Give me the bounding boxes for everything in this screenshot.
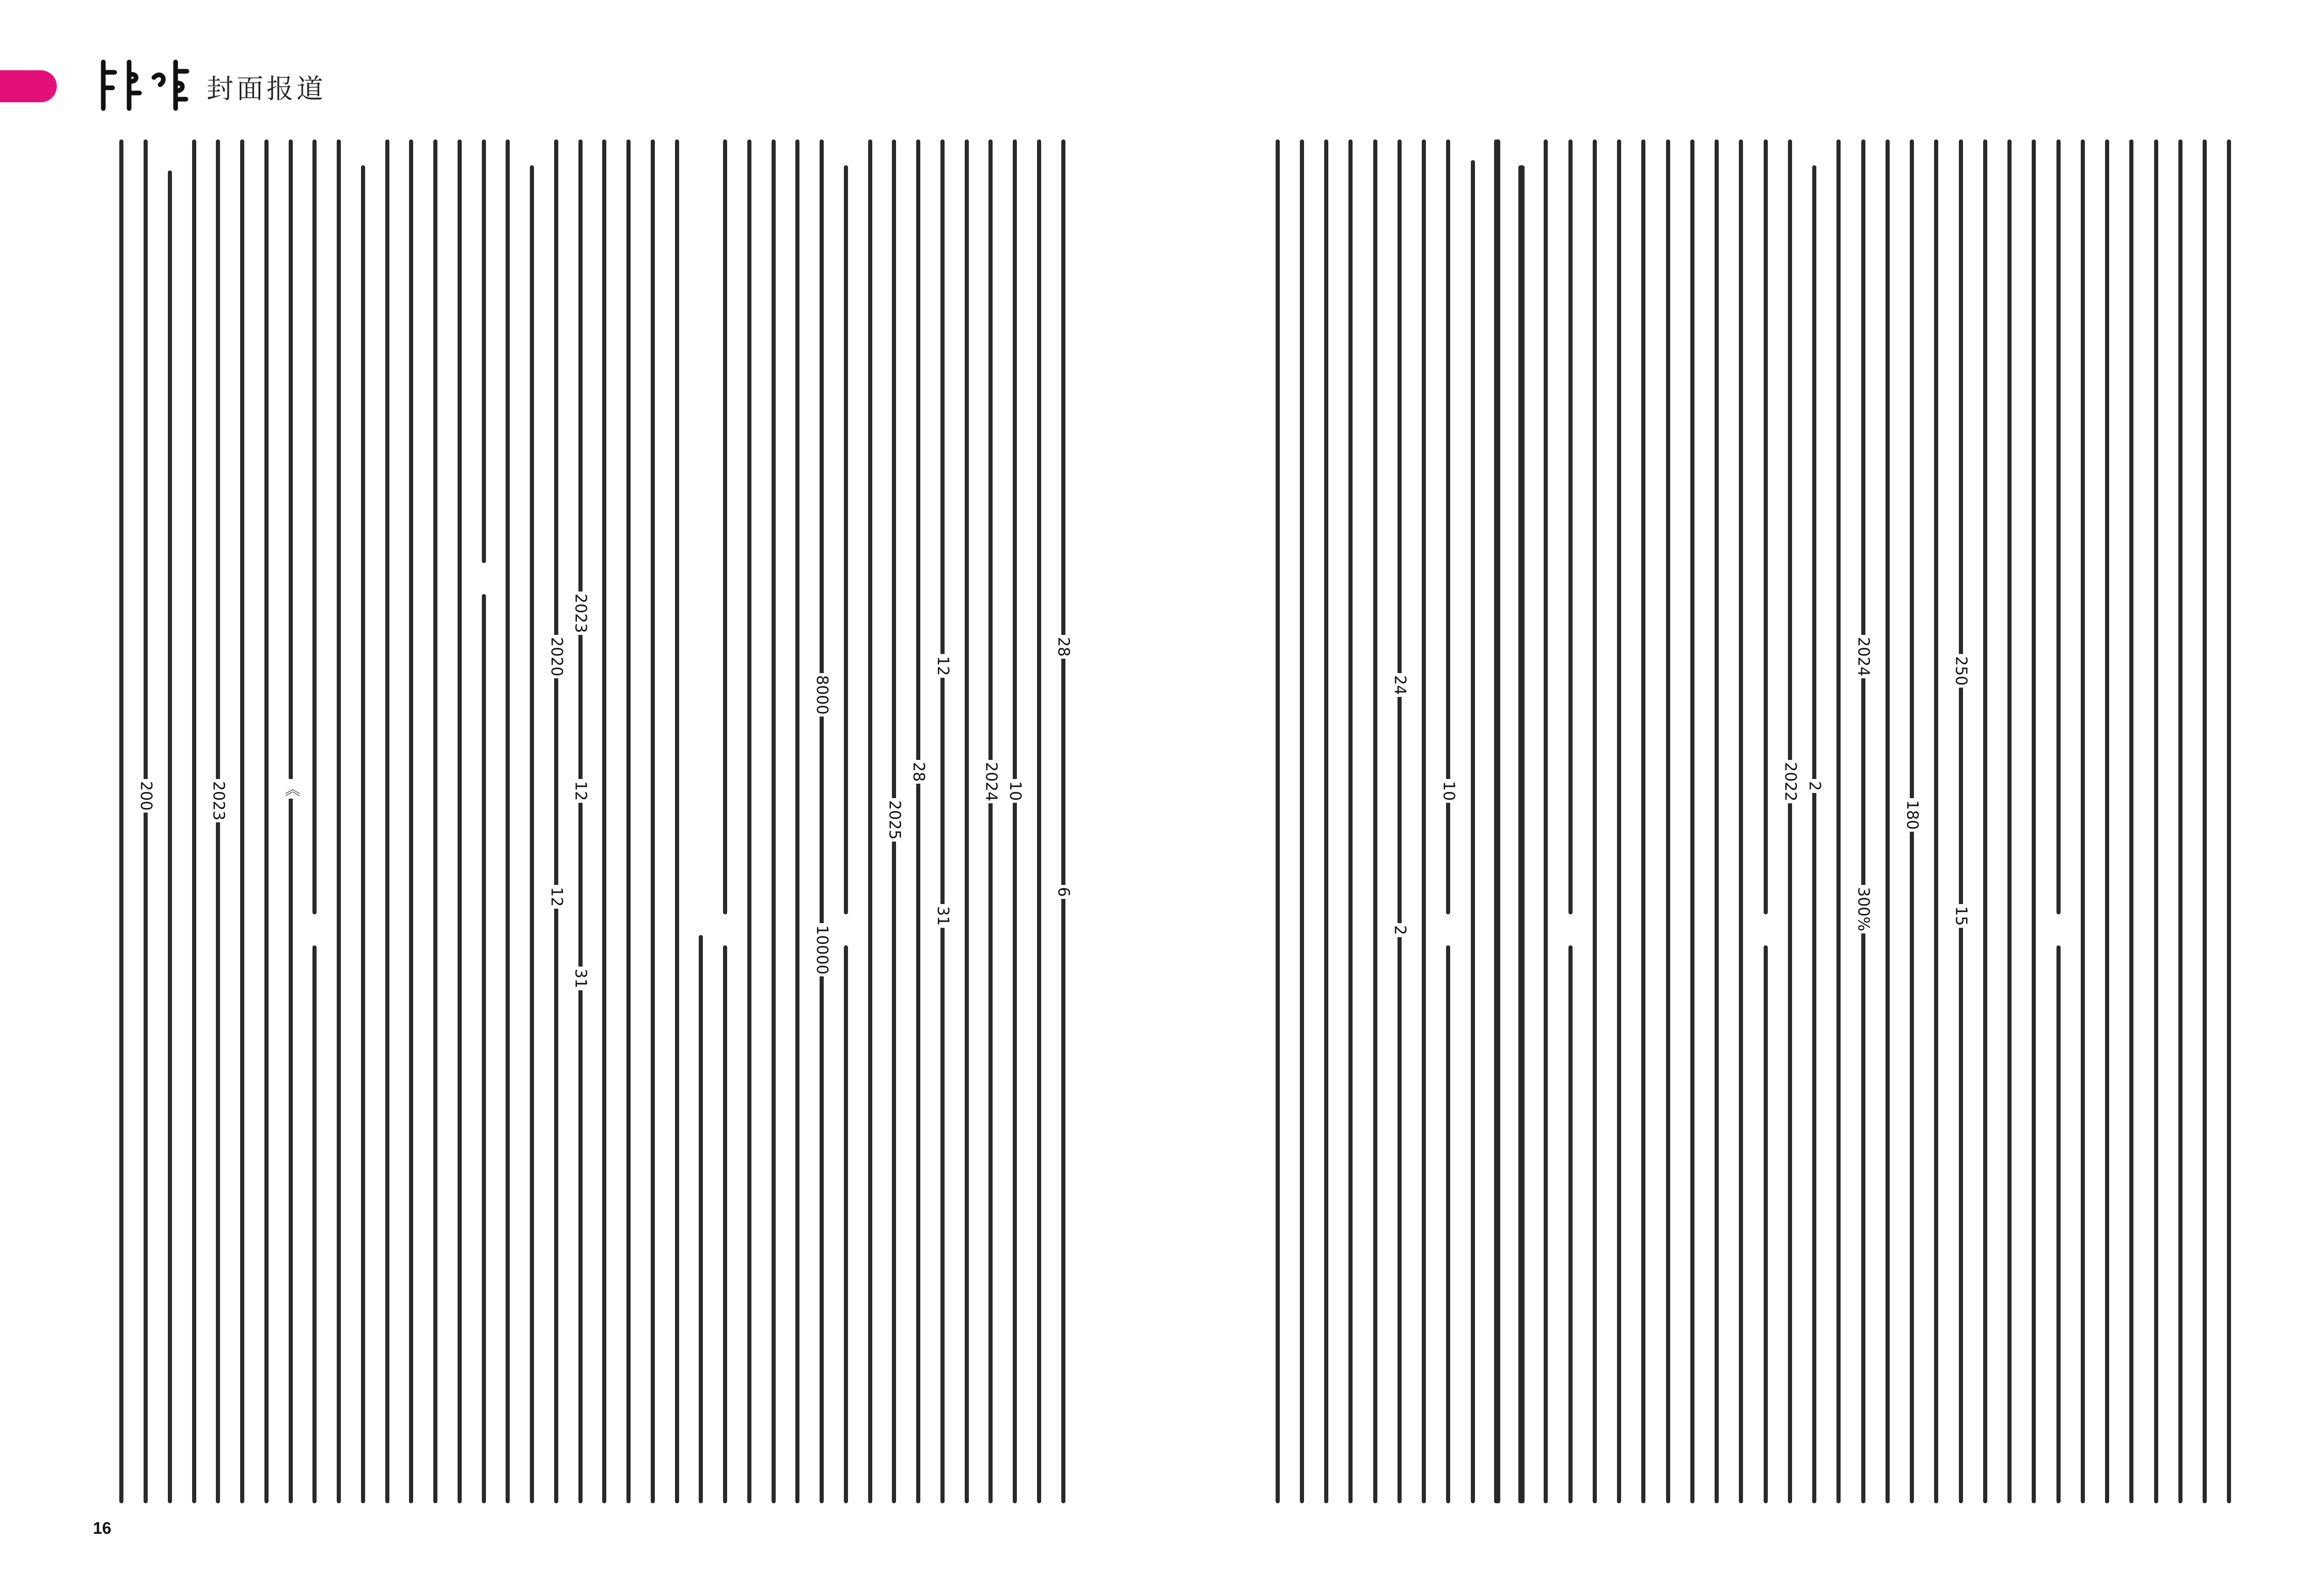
mongolian-script-line — [2227, 139, 2231, 1503]
inline-latin-text: 250 — [1953, 654, 1969, 688]
mongolian-script-line — [433, 139, 437, 1503]
mongolian-script-line — [1568, 945, 1573, 1503]
text-column — [2119, 139, 2144, 1503]
text-column — [665, 139, 689, 1503]
section-title: 封面报道 — [207, 74, 327, 105]
inline-latin-text: 2022 — [1782, 760, 1798, 803]
text-column — [303, 139, 327, 1503]
mongolian-script-line — [1013, 139, 1017, 1503]
mongolian-script-line — [240, 139, 244, 1503]
inline-latin-text: 2020 — [548, 635, 564, 678]
mongolian-script-line — [1715, 139, 1719, 1503]
text-column — [423, 139, 448, 1503]
text-column — [1485, 139, 1509, 1503]
text-column — [1753, 139, 1778, 1503]
mongolian-script-line — [409, 139, 413, 1503]
mongolian-script-line — [1373, 139, 1377, 1503]
text-column — [472, 139, 496, 1503]
mongolian-script-line — [1397, 139, 1402, 1503]
text-column — [109, 139, 134, 1503]
inline-latin-text: 2025 — [886, 798, 902, 842]
inline-latin-text: 200 — [138, 779, 153, 813]
mongolian-script-line — [1690, 139, 1694, 1503]
inline-latin-text: 300% — [1856, 885, 1871, 933]
text-column — [1900, 139, 1924, 1503]
text-column — [1314, 139, 1339, 1503]
mongolian-script-line — [1959, 139, 1963, 1503]
mongolian-script-line — [1324, 139, 1328, 1503]
mongolian-script-line — [1617, 139, 1621, 1503]
inline-latin-text: 24 — [1392, 673, 1407, 697]
text-column — [1582, 139, 1607, 1503]
text-column — [1729, 139, 1753, 1503]
text-column — [1656, 139, 1680, 1503]
mongolian-script-line — [1983, 139, 1987, 1503]
text-column — [399, 139, 423, 1503]
mongolian-script-line — [1494, 139, 1500, 1503]
text-column — [858, 139, 882, 1503]
text-column — [1705, 139, 1729, 1503]
mongolian-text-body — [109, 139, 1075, 1503]
mongolian-script-line — [2081, 139, 2085, 1503]
text-column — [1778, 139, 1802, 1503]
mongolian-script-line — [723, 945, 727, 1503]
text-column — [351, 139, 375, 1503]
mongolian-script-line — [2105, 139, 2109, 1503]
mongolian-script-line — [772, 139, 776, 1503]
mongolian-script-line — [530, 165, 534, 1503]
mongolian-script-line — [482, 594, 486, 1503]
mongolian-script-line — [168, 170, 172, 1503]
text-column — [617, 139, 641, 1503]
mongolian-script-line — [1544, 139, 1548, 1503]
text-column — [1436, 139, 1461, 1503]
mongolian-script-line — [1886, 139, 1890, 1503]
text-column — [448, 139, 472, 1503]
inline-latin-text: 2024 — [1856, 635, 1871, 678]
inline-latin-text: 10 — [1007, 779, 1023, 803]
text-column — [1924, 139, 1949, 1503]
inline-latin-text: 12 — [573, 779, 588, 803]
text-column — [568, 139, 592, 1503]
text-column — [641, 139, 665, 1503]
mongolian-script-line — [337, 139, 341, 1503]
mongolian-script-line — [1764, 945, 1768, 1503]
mongolian-script-line — [1836, 139, 1841, 1503]
right-page — [1162, 0, 2324, 1588]
text-column — [1387, 139, 1411, 1503]
text-column — [1607, 139, 1631, 1503]
text-column — [230, 139, 255, 1503]
mongolian-script-line — [723, 139, 727, 914]
inline-latin-text: 31 — [935, 904, 950, 928]
text-column — [1412, 139, 1436, 1503]
text-column — [1851, 139, 1875, 1503]
mongolian-script-line — [2203, 139, 2207, 1503]
mongolian-script-line — [916, 139, 920, 1503]
mongolian-script-line — [1666, 139, 1670, 1503]
section-tab-marker — [0, 70, 57, 102]
text-column — [1003, 139, 1027, 1503]
mongolian-script-line — [747, 139, 751, 1503]
text-column — [713, 139, 737, 1503]
mongolian-script-line — [699, 935, 703, 1503]
inline-latin-text: 2024 — [983, 760, 998, 803]
mongolian-script-line — [602, 139, 606, 1503]
text-column — [2046, 139, 2070, 1503]
text-column — [737, 139, 762, 1503]
inline-latin-text: 28 — [910, 760, 926, 784]
mongolian-script-line — [1934, 139, 1938, 1503]
text-column — [834, 139, 858, 1503]
inline-latin-text: 12 — [935, 654, 950, 678]
text-column — [182, 139, 206, 1503]
inline-latin-text: 10000 — [814, 923, 829, 976]
mongolian-script-line — [1471, 160, 1475, 1503]
text-column — [1363, 139, 1387, 1503]
inline-latin-text: 12 — [548, 885, 564, 909]
mongolian-script-line — [192, 139, 196, 1503]
mongolian-script-line — [264, 139, 269, 1503]
inline-latin-text: 2023 — [573, 591, 588, 635]
text-column — [1510, 139, 1534, 1503]
text-column — [1534, 139, 1558, 1503]
text-column — [1875, 139, 1899, 1503]
text-column — [592, 139, 617, 1503]
inline-latin-text: 28 — [1056, 635, 1071, 659]
text-column — [1949, 139, 1973, 1503]
mongolian-script-line — [626, 139, 631, 1503]
mongolian-script-line — [2007, 139, 2012, 1503]
inline-latin-text: 180 — [1904, 798, 1920, 832]
mongolian-script-line — [119, 139, 123, 1503]
mongolian-script-line — [361, 165, 365, 1503]
mongolian-script-line — [1276, 139, 1280, 1503]
mongolian-script-line — [988, 139, 993, 1503]
mongolian-script-line — [506, 139, 510, 1503]
mongolian-script-line — [868, 139, 872, 1503]
text-column — [1827, 139, 1851, 1503]
mongolian-script-line — [289, 139, 293, 1503]
mongolian-title-logo — [93, 57, 191, 114]
mongolian-script-line — [144, 139, 148, 1503]
mongolian-script-line — [1422, 139, 1426, 1503]
text-column — [1339, 139, 1363, 1503]
text-column — [327, 139, 351, 1503]
text-column — [1998, 139, 2022, 1503]
mongolian-script-line — [1788, 139, 1792, 1503]
text-column — [1290, 139, 1314, 1503]
mongolian-script-line — [1061, 139, 1065, 1503]
inline-latin-text: 《 — [283, 779, 299, 799]
inline-latin-text: 2023 — [210, 779, 226, 822]
text-column — [931, 139, 955, 1503]
text-column — [206, 139, 230, 1503]
text-column — [278, 139, 303, 1503]
text-column — [1558, 139, 1582, 1503]
text-column — [1802, 139, 1827, 1503]
text-column — [520, 139, 544, 1503]
text-column — [255, 139, 279, 1503]
text-column — [2022, 139, 2046, 1503]
text-column — [1461, 139, 1485, 1503]
text-column — [496, 139, 520, 1503]
text-column — [954, 139, 979, 1503]
mongolian-script-line — [312, 139, 317, 914]
inline-latin-text: 31 — [573, 967, 588, 990]
mongolian-script-line — [1037, 139, 1041, 1503]
mongolian-script-line — [482, 139, 486, 563]
mongolian-script-line — [2178, 139, 2182, 1503]
inline-latin-text: 10 — [1440, 779, 1456, 803]
text-column — [1680, 139, 1704, 1503]
mongolian-script-line — [385, 139, 389, 1503]
text-column — [544, 139, 569, 1503]
mongolian-script-line — [1348, 139, 1353, 1503]
mongolian-script-line — [1764, 139, 1768, 914]
text-column — [1027, 139, 1051, 1503]
mongolian-script-line — [965, 139, 969, 1503]
text-column — [2217, 139, 2241, 1503]
mongolian-script-line — [844, 165, 848, 914]
text-column — [761, 139, 786, 1503]
mongolian-script-line — [1518, 165, 1525, 1503]
page-number: 16 — [93, 1519, 112, 1537]
inline-latin-text: 2 — [1392, 923, 1407, 937]
mongolian-script-line — [651, 139, 655, 1503]
mongolian-script-line — [2032, 139, 2036, 1503]
inline-latin-text: 6 — [1056, 885, 1071, 899]
text-column — [979, 139, 1003, 1503]
text-column — [1631, 139, 1656, 1503]
mongolian-script-line — [2056, 139, 2061, 914]
text-column — [810, 139, 834, 1503]
mongolian-script-line — [2129, 139, 2133, 1503]
mongolian-script-line — [1300, 139, 1304, 1503]
text-column — [786, 139, 810, 1503]
mongolian-script-line — [940, 139, 945, 1503]
mongolian-script-line — [1641, 139, 1645, 1503]
text-column — [689, 139, 713, 1503]
inline-latin-text: 15 — [1953, 904, 1969, 928]
text-column — [1051, 139, 1075, 1503]
inline-latin-text: 2 — [1807, 779, 1822, 793]
mongolian-script-line — [554, 139, 558, 1503]
mongolian-script-line — [578, 139, 583, 1503]
mongolian-script-line — [1593, 139, 1597, 1503]
text-column — [158, 139, 182, 1503]
text-column — [134, 139, 158, 1503]
mongolian-script-line — [2154, 139, 2158, 1503]
inline-latin-text: 8000 — [814, 673, 829, 717]
text-column — [2070, 139, 2095, 1503]
mongolian-script-line — [458, 139, 462, 1503]
mongolian-script-line — [1568, 139, 1573, 914]
text-column — [375, 139, 399, 1503]
text-column — [2168, 139, 2192, 1503]
mongolian-script-line — [1861, 139, 1865, 1503]
mongolian-script-line — [795, 139, 799, 1503]
text-column — [2144, 139, 2168, 1503]
text-column — [882, 139, 906, 1503]
mongolian-script-line — [820, 139, 824, 1503]
text-column — [1265, 139, 1290, 1503]
mongolian-script-line — [844, 945, 848, 1503]
mongolian-script-line — [2056, 945, 2061, 1503]
text-column — [2095, 139, 2119, 1503]
mongolian-script-line — [675, 139, 679, 1503]
text-column — [2193, 139, 2217, 1503]
mongolian-script-line — [1739, 139, 1743, 1503]
mongolian-text-body — [1265, 139, 2241, 1503]
mongolian-script-line — [1812, 165, 1816, 1503]
text-column — [1973, 139, 1997, 1503]
mongolian-script-line — [1446, 945, 1450, 1503]
text-column — [906, 139, 931, 1503]
mongolian-script-line — [312, 945, 317, 1503]
